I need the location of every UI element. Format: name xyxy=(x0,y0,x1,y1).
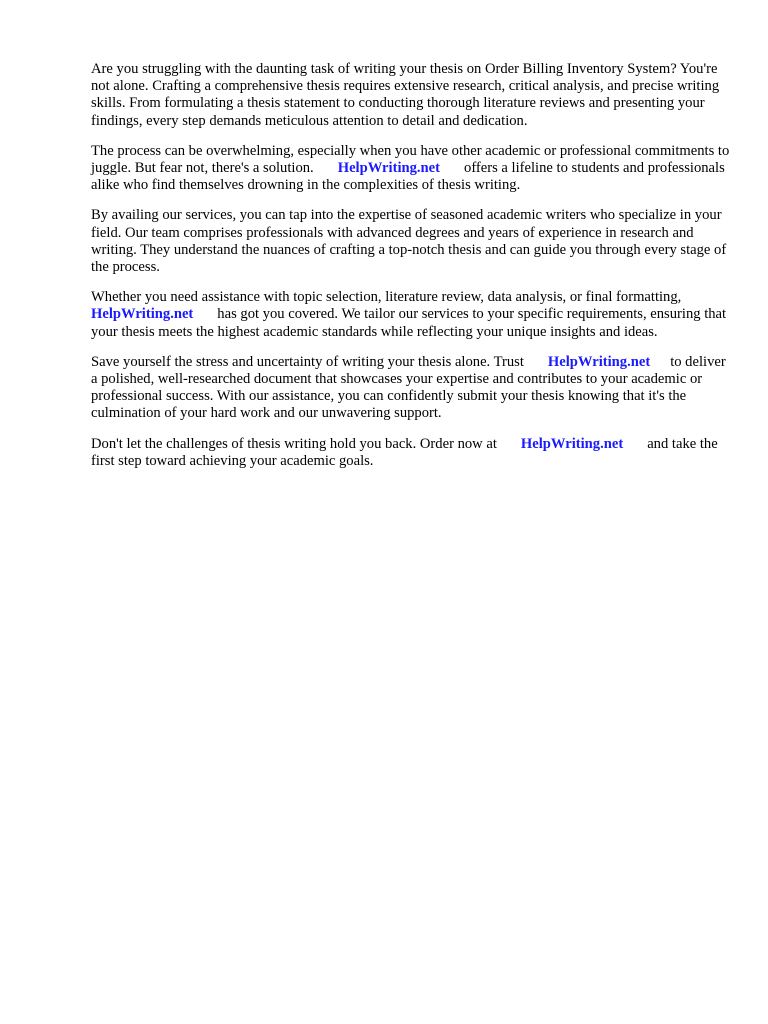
paragraph-trust xyxy=(91,354,731,423)
paragraph-solution-text-start: The process can be overwhelming, especially when you have other academic or professional commitments to juggle. But fear not, there's a solution. xyxy=(91,142,730,177)
paragraph-trust-text-end: to deliver a polished, well-researched document that showcases your expertise and contributes to your academic or professional success. With our assistance, you can confidently submit your thesis knowing that it's the culmination of your hard work and our unwavering support. xyxy=(91,353,726,422)
paragraph-assistance-text-end: has got you covered. We tailor our services to your specific requirements, ensuring that your thesis meets the highest academic standards while reflecting your unique insights and ideas. xyxy=(91,306,727,340)
paragraph-assistance-text-start: Whether you need assistance with topic selection, literature review, data analysis, or final formatting, xyxy=(91,289,682,306)
paragraph-solution-text-end: offers a lifeline to students and professionals alike who find themselves drowning in the complexities of thesis writing. xyxy=(91,160,725,194)
paragraph-solution xyxy=(91,143,731,195)
paragraph-services xyxy=(91,207,731,276)
helpwriting-link[interactable]: HelpWriting.net xyxy=(520,435,624,452)
paragraph-assistance xyxy=(91,289,731,341)
paragraph-services-text: By availing our services, you can tap into the expertise of seasoned academic writers who specialize in your field. Our team comprises professionals with advanced degrees and years of experience in research and writing. They understand the nuances of crafting a top-notch thesis and can guide you through every stage of the process. xyxy=(91,207,727,276)
helpwriting-link[interactable]: HelpWriting.net xyxy=(91,306,194,323)
paragraph-intro xyxy=(91,61,731,130)
paragraph-trust-text-start: Save yourself the stress and uncertainty of writing your thesis alone. Trust xyxy=(91,353,524,370)
helpwriting-link[interactable]: HelpWriting.net xyxy=(547,353,651,370)
helpwriting-link[interactable]: HelpWriting.net xyxy=(337,160,441,177)
document-body xyxy=(91,61,731,483)
paragraph-cta-text-end: and take the first step toward achieving your academic goals. xyxy=(91,435,718,469)
paragraph-intro-text: Are you struggling with the daunting task of writing your thesis on Order Billing Inventory System? You're not alone. Crafting a comprehensive thesis requires extensive research, critical analysis, and precise writing skills. From formulating a thesis statement to conducting thorough literature reviews and presenting your findings, every step demands meticulous attention to detail and dedication. xyxy=(91,61,720,129)
paragraph-cta-text-start: Don't let the challenges of thesis writing hold you back. Order now at xyxy=(91,435,497,452)
paragraph-call-to-action xyxy=(91,436,731,470)
